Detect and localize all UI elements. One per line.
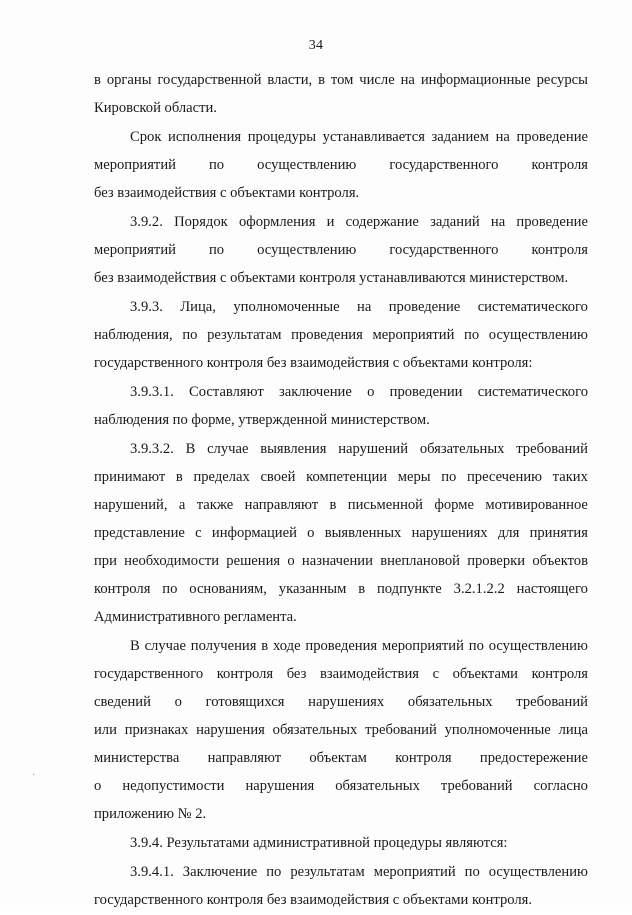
text-line: 3.9.3.1. Составляют заключение о проведении систематического — [130, 384, 588, 400]
paragraph — [94, 123, 588, 207]
paragraph — [94, 378, 588, 434]
paragraph — [94, 293, 588, 377]
text-line: 3.9.4. Результатами административной процедуры являются: — [130, 835, 508, 851]
text-line: 3.9.3.2. В случае выявления нарушений обязательных требований — [130, 441, 588, 457]
text-line: В случае получения в ходе проведения мероприятий по осуществлению — [130, 638, 588, 654]
text-line: 3.9.3. Лица, уполномоченные на проведение систематического — [130, 299, 588, 315]
text-line: о недопустимости нарушения обязательных требований согласно — [94, 778, 588, 794]
text-line: наблюдения, по результатам проведения мероприятий по осуществлению — [94, 327, 588, 343]
text-line: 3.9.4.1. Заключение по результатам мероприятий по осуществлению — [130, 864, 588, 880]
paragraph — [94, 435, 588, 631]
text-line: в органы государственной власти, в том числе на информационные ресурсы — [94, 72, 588, 88]
paragraph — [94, 632, 588, 828]
text-line: наблюдения по форме, утвержденной министерством. — [94, 412, 430, 428]
text-line: государственного контроля без взаимодействия с объектами контроля: — [94, 355, 533, 371]
text-line: министерства направляют объектам контроля предостережение — [94, 750, 588, 766]
text-line: контроля по основаниям, указанным в подпункте 3.2.1.2.2 настоящего — [94, 581, 588, 597]
text-line: без взаимодействия с объектами контроля устанавливаются министерством. — [94, 270, 569, 286]
text-line: Кировской области. — [94, 100, 217, 116]
paragraph — [94, 208, 588, 292]
paragraph — [94, 66, 588, 122]
text-line: 3.9.2. Порядок оформления и содержание заданий на проведение — [130, 214, 588, 230]
text-line: мероприятий по осуществлению государственного контроля — [94, 242, 588, 258]
text-line: государственного контроля без взаимодействия с объектами контроля — [94, 666, 588, 682]
text-line: принимают в пределах своей компетенции меры по пресечению таких — [94, 469, 588, 485]
text-line: или признаках нарушения обязательных требований уполномоченные лица — [94, 722, 588, 738]
page-number: 34 — [308, 38, 324, 53]
text-line: мероприятий по осуществлению государственного контроля — [94, 157, 588, 173]
scan-speck: · — [32, 770, 36, 781]
document-body — [94, 66, 588, 915]
text-line: приложению № 2. — [94, 806, 207, 822]
text-line: Срок исполнения процедуры устанавливается заданием на проведение — [130, 129, 588, 145]
text-line: государственного контроля без взаимодействия с объектами контроля. — [94, 892, 532, 908]
paragraph — [94, 858, 588, 914]
text-line: представление с информацией о выявленных нарушениях для принятия — [94, 525, 588, 541]
text-line: сведений о готовящихся нарушениях обязательных требований — [94, 694, 588, 710]
text-line: Административного регламента. — [94, 609, 297, 625]
text-line: при необходимости решения о назначении внеплановой проверки объектов — [94, 553, 588, 569]
paragraph — [94, 829, 588, 857]
text-line: без взаимодействия с объектами контроля. — [94, 185, 360, 201]
text-line: нарушений, а также направляют в письменной форме мотивированное — [94, 497, 588, 513]
